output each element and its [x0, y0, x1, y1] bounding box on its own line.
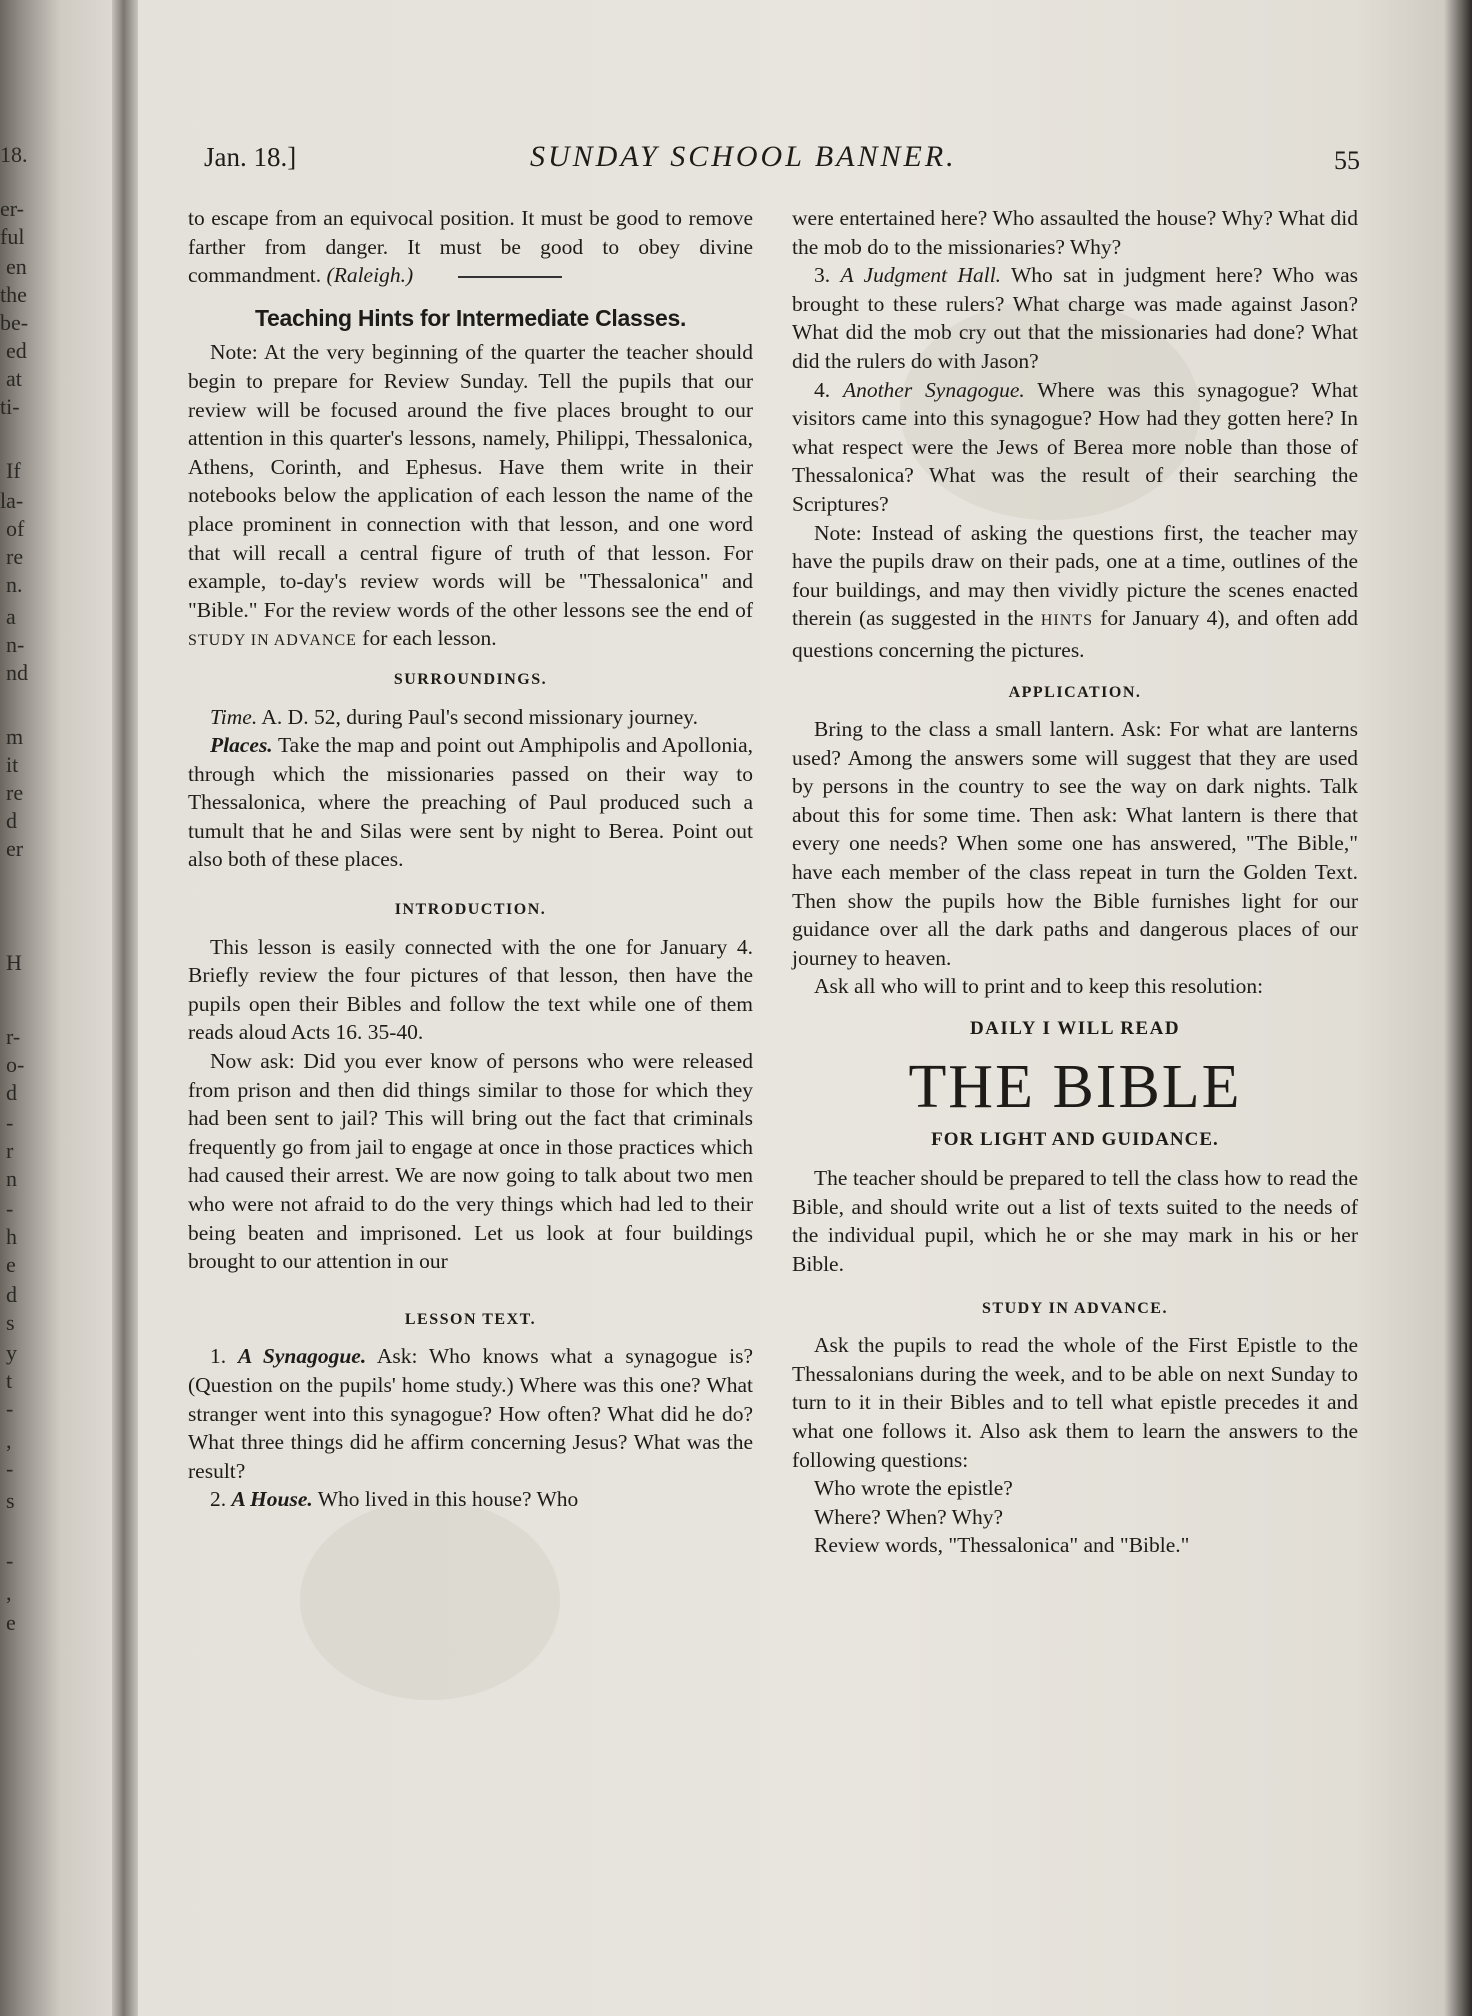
paragraph-time: Time. A. D. 52, during Paul's second missionary journey.	[210, 704, 699, 729]
facing-page-text: e	[6, 1610, 16, 1635]
paragraph: to escape from an equivocal position. It must be good to remove farther from danger. It must be good to obey divine commandment. (Raleigh.)	[188, 206, 753, 288]
paragraph-note2: Note: Instead of asking the questions first, the teacher may have the pupils draw on their pads, one at a time, outlines of the four buildings, and may then vividly picture the scenes enacted therein (as suggested in the HINTS for January 4), and often add questions concerning the pictures.	[792, 520, 1359, 662]
facing-page-text: n-	[6, 632, 25, 657]
paragraph-lesson4: 4. Another Synagogue. Where was this synagogue? What visitors came into this synagogue? How had they gotten here? In what respect were the Jews of Berea more noble than those of Thessalonica? What was the result of their searching the Scriptures?	[792, 377, 1358, 516]
paragraph-application3: The teacher should be prepared to tell the class how to read the Bible, and should write out a list of texts suited to the needs of the individual pupil, which he or she may mark in his or her Bible.	[792, 1166, 1358, 1276]
facing-page-text: If	[6, 458, 21, 483]
paragraph-places: Places. Take the map and point out Amphipolis and Apollonia, through which the missionaries passed on their way to Thessalonica, where the preaching of Paul produced such a tumult that he and Silas were sent by night to Berea. Point out also both of these places.	[188, 733, 753, 872]
facing-page-text: er-	[0, 196, 24, 221]
facing-page-text: ,	[6, 1580, 12, 1605]
subheading-study-in-advance: STUDY IN ADVANCE.	[982, 1299, 1168, 1317]
facing-page-text: t	[6, 1368, 13, 1393]
question-3: Review words, "Thessalonica" and "Bible."	[814, 1533, 1190, 1558]
facing-page-text: be-	[0, 310, 29, 335]
subheading-lesson-text: LESSON TEXT.	[404, 1310, 537, 1328]
header-date: Jan. 18.]	[204, 142, 297, 172]
facing-page-text: ful	[0, 224, 25, 249]
facing-page-text: en	[6, 254, 27, 279]
facing-page-text: -	[6, 1548, 14, 1573]
paragraph-continued: were entertained here? Who assaulted the house? Why? What did the mob do to the missionaries? Why?	[792, 206, 1358, 259]
paragraph-lesson2: 2. A House. Who lived in this house? Who	[210, 1487, 579, 1512]
paragraph-lesson3: 3. A Judgment Hall. Who sat in judgment here? Who was brought to these rulers? What charge was made against Jason? What did the mob cry out that the missionaries had done? What did the rulers do with Jason?	[792, 263, 1358, 373]
facing-page-text: s	[6, 1488, 15, 1513]
resolution-subtitle: FOR LIGHT AND GUIDANCE.	[931, 1128, 1219, 1150]
facing-page-text: ti-	[0, 394, 20, 419]
facing-page-text: nd	[6, 660, 28, 685]
facing-page-text: e	[6, 1252, 16, 1277]
paper-stain	[300, 1500, 560, 1700]
facing-page-text: H	[6, 950, 22, 975]
facing-page-text: d	[6, 1282, 17, 1307]
facing-page-text: it	[6, 752, 19, 777]
page-edge-right	[1444, 0, 1472, 2016]
page-number: 55	[1334, 146, 1360, 175]
resolution-line: DAILY I WILL READ	[969, 1018, 1181, 1040]
running-header	[200, 142, 1360, 182]
facing-page-text: re	[6, 780, 24, 805]
subheading-surroundings: SURROUNDINGS.	[393, 670, 548, 688]
question-2: Where? When? Why?	[814, 1504, 1004, 1529]
facing-page-text: -	[6, 1196, 14, 1221]
paragraph-intro2: Now ask: Did you ever know of persons who were released from prison and then did things similar to those for which they had been sent to jail? This will bring out the fact that criminals frequently go from jail to engage at once in those practices which had caused their arrest. We are now going to talk about two men who were not afraid to do the very things which had led to their being beaten and imprisoned. Let us look at four buildings brought to our attention in our	[188, 1049, 753, 1274]
facing-page-text: a	[6, 604, 16, 629]
facing-page-text: o-	[6, 1052, 25, 1077]
facing-page-text: of	[6, 516, 25, 541]
paragraph-study: Ask the pupils to read the whole of the First Epistle to the Thessalonians during the week, and to be able on next Sunday to turn to it in their Bibles and to tell what epistle precedes it and what one follows it. Also ask them to learn the answers to the following questions:	[792, 1333, 1358, 1472]
header-title: SUNDAY SCHOOL BANNER.	[530, 140, 957, 173]
facing-page-text: ed	[6, 338, 27, 363]
facing-page-text: d	[6, 1080, 17, 1105]
facing-page-text: r-	[6, 1024, 21, 1049]
facing-page-text: the	[0, 282, 27, 307]
question-1: Who wrote the epistle?	[814, 1476, 1013, 1501]
subheading-introduction: INTRODUCTION.	[394, 901, 547, 919]
facing-page-text: y	[6, 1340, 17, 1365]
facing-page-text: ,	[6, 1428, 12, 1453]
facing-page-text: at	[6, 366, 22, 391]
facing-page-text: la-	[0, 488, 24, 513]
subheading-application: APPLICATION.	[1008, 683, 1142, 701]
divider	[458, 276, 562, 278]
facing-page-text: d	[6, 808, 17, 833]
facing-page-text: 18.	[0, 142, 28, 167]
right-column	[792, 204, 1358, 1560]
facing-page-text: m	[6, 724, 24, 749]
paragraph-application1: Bring to the class a small lantern. Ask: For what are lanterns used? Among the answers some will suggest that they are used by persons in the country to see the way on dark nights. Talk about this for some time. Then ask: What lantern is there that every one needs? When some one has answered, "The Bible," have each member of the class repeat in turn the Golden Text. Then show the pupils how the Bible furnishes light for our guidance over all the dark paths and dangerous places of our journey to heaven.	[792, 717, 1358, 970]
facing-page-text: re	[6, 544, 24, 569]
resolution-display-title: THE BIBLE	[908, 1052, 1242, 1121]
left-column	[188, 204, 753, 1514]
paragraph-intro1: This lesson is easily connected with the one for January 4. Briefly review the four pictures of that lesson, then have the pupils open their Bibles and follow the text while one of them reads aloud Acts 16. 35-40.	[188, 934, 753, 1045]
facing-page-text: -	[6, 1110, 14, 1135]
attribution: (Raleigh.)	[326, 263, 414, 288]
paragraph-application2: Ask all who will to print and to keep this resolution:	[814, 974, 1264, 999]
facing-page-text: n.	[6, 572, 23, 597]
paragraph-note: Note: At the very beginning of the quarter the teacher should begin to prepare for Review Sunday. Tell the pupils that our review will be focused around the five places brought to our attention in this quarter's lessons, namely, Philippi, Thessalonica, Athens, Corinth, and Ephesus. Have them write in their notebooks below the application of each lesson the name of the place prominent in connection with that lesson, and one word that will recall a central figure of truth of that lesson. For example, to-day's review words will be "Thessalonica" and "Bible." For the review words of the other lessons see the end of STUDY IN ADVANCE for each lesson.	[188, 340, 753, 651]
facing-page-text: s	[6, 1310, 15, 1335]
facing-page-text: -	[6, 1396, 14, 1421]
facing-page-text: er	[6, 836, 24, 861]
facing-page-text: n	[6, 1166, 17, 1191]
facing-page-text: h	[6, 1224, 17, 1249]
paragraph-lesson1: 1. A Synagogue. Ask: Who knows what a synagogue is? (Question on the pupils' home study.) Where was this one? What stranger went into this synagogue? How often? What did he do? What three things did he affirm concerning Jesus? What was the result?	[188, 1344, 753, 1483]
binding-shadow	[112, 0, 138, 2016]
facing-page-edge	[0, 0, 70, 2016]
facing-page-text: -	[6, 1456, 14, 1481]
section-title: Teaching Hints for Intermediate Classes.	[254, 304, 687, 331]
facing-page-text: r	[6, 1138, 14, 1163]
